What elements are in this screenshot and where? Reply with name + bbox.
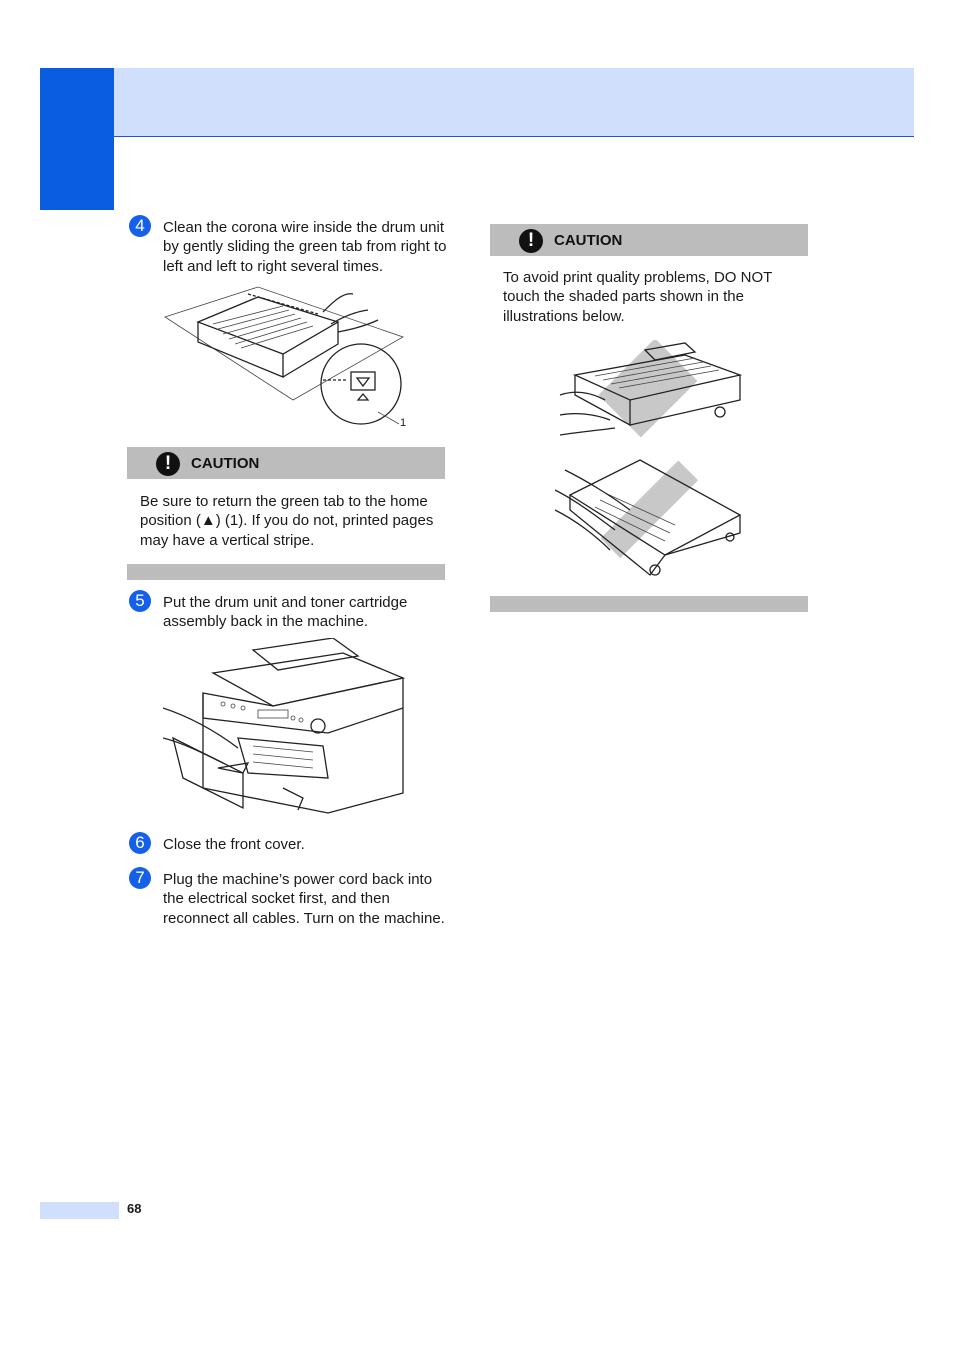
step-5-text: Put the drum unit and toner cartridge assembly back in the machine.	[163, 594, 408, 631]
machine-illustration	[163, 638, 413, 823]
drum-cleaning-illustration	[163, 282, 413, 432]
callout-label-1: 1	[400, 417, 407, 429]
step-7-text: Plug the machine’s power cord back into the electrical socket first, and then reconnect all cables. Turn on the machine.	[163, 871, 445, 927]
caution-exclamation-icon-right: !	[519, 229, 543, 253]
step-number-4: 4	[129, 215, 151, 237]
caution-end-bar-right	[490, 596, 808, 612]
caution-text-left: Be sure to return the green tab to the home position (▲) (1). If you do not, printed pages may have a vertical stripe.	[140, 493, 434, 549]
chapter-tab	[40, 68, 114, 210]
step-6-text: Close the front cover.	[163, 836, 305, 853]
page-number: 68	[127, 1201, 142, 1216]
toner-cartridge-illustration	[555, 340, 750, 445]
caution-title-right: CAUTION	[554, 232, 623, 249]
page-number-band	[40, 1202, 119, 1219]
step-4-text: Clean the corona wire inside the drum unit by gently sliding the green tab from right to left and left to right several times.	[163, 219, 447, 275]
caution-text-right: To avoid print quality problems, DO NOT touch the shaded parts shown in the illustrations below.	[503, 269, 772, 325]
step-number-5: 5	[129, 590, 151, 612]
caution-title-left: CAUTION	[191, 455, 260, 472]
caution-exclamation-icon: !	[156, 452, 180, 476]
drum-unit-illustration	[555, 455, 750, 585]
header-band	[113, 68, 914, 137]
caution-end-bar-left	[127, 564, 445, 580]
step-number-6: 6	[129, 832, 151, 854]
step-number-7: 7	[129, 867, 151, 889]
